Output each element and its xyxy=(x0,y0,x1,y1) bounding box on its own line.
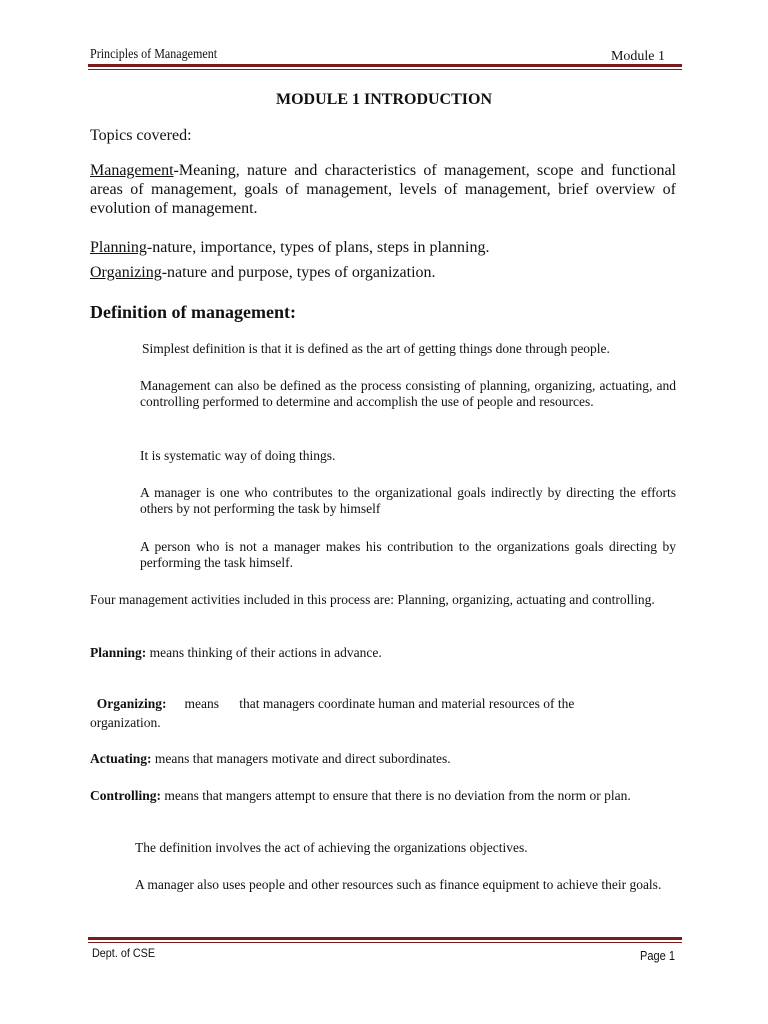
definition-paragraph: A manager is one who contributes to the organizational goals indirectly by directing the efforts others by not performing the task by himself xyxy=(140,485,676,516)
topics-heading: Topics covered: xyxy=(90,127,192,144)
section-heading-definition: Definition of management: xyxy=(90,302,296,322)
activity-actuating xyxy=(90,751,676,767)
activities-intro: Four management activities included in this process are: Planning, organizing, actuating and controlling. xyxy=(90,592,655,607)
activity-term: Organizing: xyxy=(96,696,167,711)
page-title: MODULE 1 INTRODUCTION xyxy=(275,91,492,108)
activity-controlling xyxy=(90,788,676,804)
footer-department: Dept. of CSE xyxy=(92,946,156,960)
activity-text: means that mangers attempt to ensure that there is no deviation from the norm or plan. xyxy=(161,788,631,803)
definition-paragraph: Simplest definition is that it is defined as the art of getting things done through people. xyxy=(142,341,610,356)
header-rule xyxy=(88,64,682,70)
definition-paragraph: Management can also be defined as the process consisting of planning, organizing, actuating, and controlling performed to determine and accomplish the use of people and resources. xyxy=(140,378,676,409)
topic-organizing xyxy=(90,263,676,282)
activity-term: Controlling: xyxy=(90,788,162,803)
activity-text: means that managers coordinate human and material resources of the xyxy=(184,696,575,711)
closing-paragraph: A manager also uses people and other resources such as finance equipment to achieve their goals. xyxy=(135,877,662,892)
definition-paragraph: A person who is not a manager makes his contribution to the organizations goals directing by performing the task himself. xyxy=(140,539,676,570)
activity-term: Planning: xyxy=(90,645,147,660)
definition-paragraph: It is systematic way of doing things. xyxy=(140,448,336,463)
topic-term: Planning xyxy=(90,239,147,256)
activity-planning xyxy=(90,645,676,661)
footer-rule xyxy=(88,937,682,943)
header-course-title: Principles of Management xyxy=(90,47,218,62)
topic-text: -Meaning, nature and characteristics of management, scope and functional areas of management, goals of management, levels of management, brief overview of evolution of management. xyxy=(90,162,676,217)
activity-text: means that managers motivate and direct subordinates. xyxy=(151,751,451,766)
activity-text: organization. xyxy=(90,715,161,730)
activity-term: Actuating: xyxy=(90,751,152,766)
topic-text: -nature and purpose, types of organization. xyxy=(161,264,436,281)
activity-organizing xyxy=(90,680,676,712)
topic-planning xyxy=(90,238,676,257)
closing-paragraph: The definition involves the act of achieving the organizations objectives. xyxy=(135,840,528,855)
header-module-label: Module 1 xyxy=(610,49,665,64)
topic-text: -nature, importance, types of plans, steps in planning. xyxy=(146,239,490,256)
activity-organizing-continued xyxy=(90,715,676,731)
topic-term: Management xyxy=(90,162,174,179)
topic-management xyxy=(90,161,676,218)
footer-page-number: Page 1 xyxy=(640,948,676,963)
activity-text: means thinking of their actions in advance. xyxy=(146,645,382,660)
topic-term: Organizing xyxy=(90,264,162,281)
